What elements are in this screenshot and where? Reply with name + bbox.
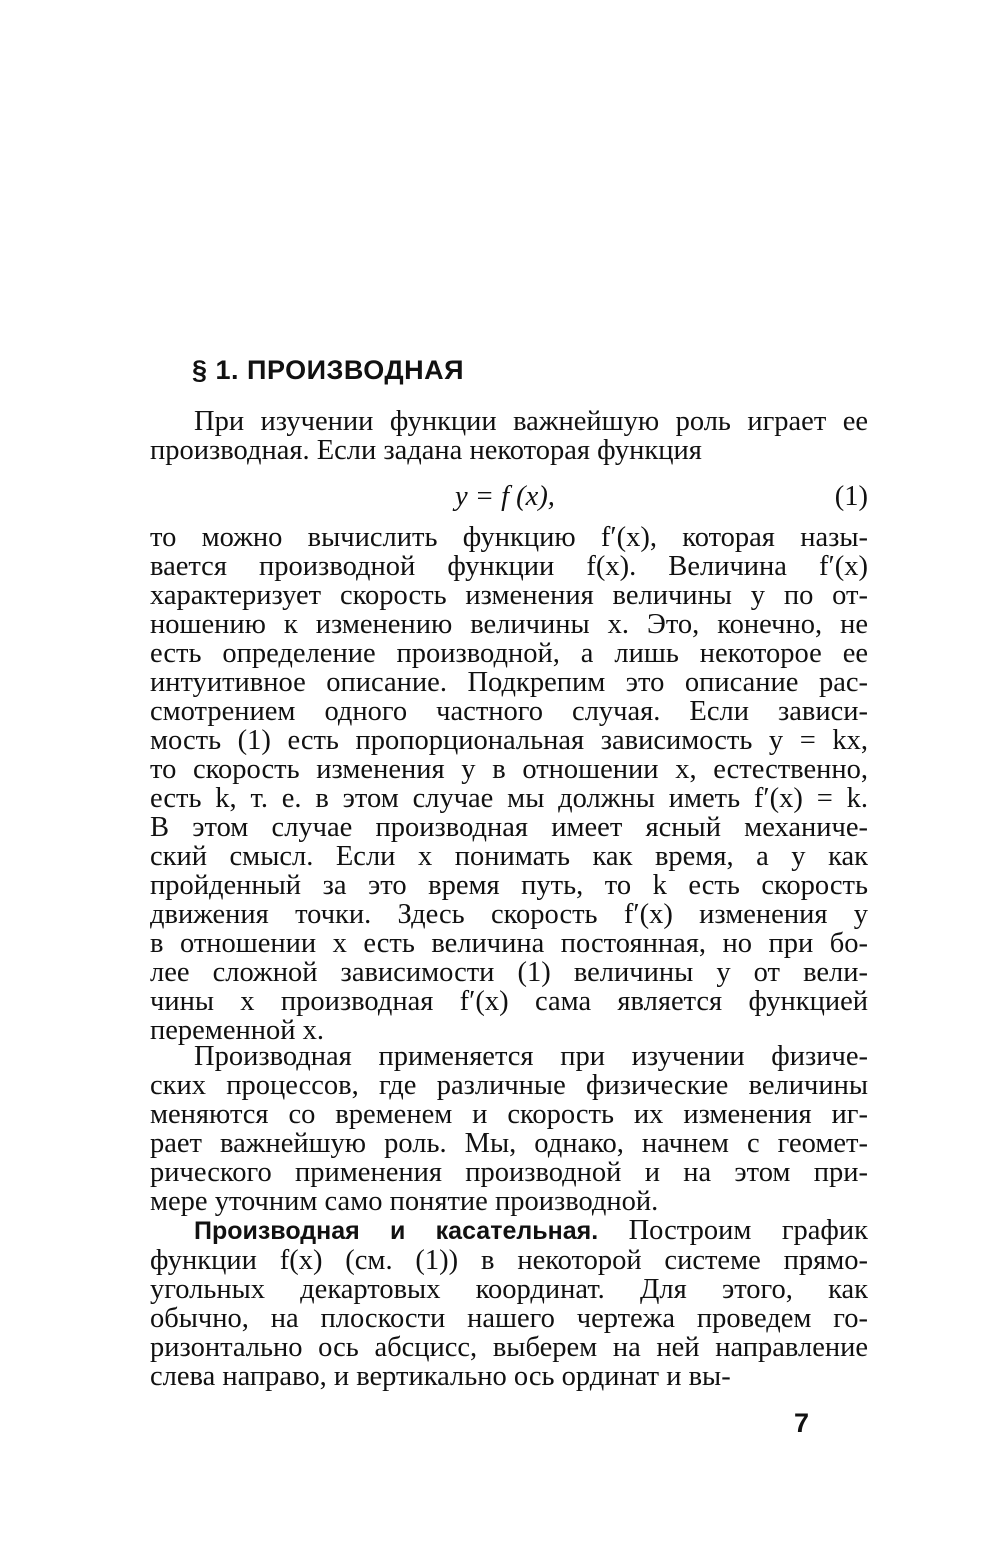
text-line: интуитивное описание. Подкрепим это описание рас- bbox=[150, 667, 868, 698]
text-line: вается производной функции f(x). Величина f′(x) bbox=[150, 551, 868, 582]
text-line: рического применения производной и на этом при- bbox=[150, 1157, 868, 1188]
text-line: движения точки. Здесь скорость f′(x) изменения y bbox=[150, 899, 868, 930]
text-line: лее сложной зависимости (1) величины y от вели- bbox=[150, 957, 868, 988]
text-line bbox=[150, 1216, 868, 1246]
text-line: меняются со временем и скорость их изменения иг- bbox=[150, 1099, 868, 1130]
equation-expression: y = f (x), bbox=[455, 481, 555, 512]
run-in-heading: Производная и касательная. bbox=[194, 1217, 599, 1245]
paragraph-derivative-and-tangent bbox=[150, 1216, 868, 1391]
text-line: чины x производная f′(x) сама является функцией bbox=[150, 986, 868, 1017]
text-line: мость (1) есть пропорциональная зависимость y = kx, bbox=[150, 725, 868, 756]
text-line: ризонтально ось абсцисс, выберем на ней направление bbox=[150, 1332, 868, 1363]
paragraph-derivative-definition bbox=[150, 523, 868, 1045]
text-line: функции f(x) (см. (1)) в некоторой системе прямо- bbox=[150, 1245, 868, 1276]
text-line: есть определение производной, а лишь некоторое ее bbox=[150, 638, 868, 669]
text-line: рает важнейшую роль. Мы, однако, начнем с геомет- bbox=[150, 1128, 868, 1159]
text-line: есть k, т. е. в этом случае мы должны иметь f′(x) = k. bbox=[150, 783, 868, 814]
page-number: 7 bbox=[794, 1408, 810, 1438]
text-line: пройденный за это время путь, то k есть скорость bbox=[150, 870, 868, 901]
text-line: то скорость изменения y в отношении x, естественно, bbox=[150, 754, 868, 785]
text-line: В этом случае производная имеет ясный механиче- bbox=[150, 812, 868, 843]
equation-number: (1) bbox=[834, 481, 868, 512]
paragraph-intro bbox=[150, 407, 868, 465]
text-line: ский смысл. Если x понимать как время, а y как bbox=[150, 841, 868, 872]
text-line: переменной x. bbox=[150, 1015, 324, 1046]
text-line: характеризует скорость изменения величины y по от- bbox=[150, 580, 868, 611]
text-line: слева направо, и вертикально ось ординат и вы- bbox=[150, 1361, 731, 1392]
text-line: смотрением одного частного случая. Если зависи- bbox=[150, 696, 868, 727]
paragraph-physical-applications bbox=[150, 1042, 868, 1216]
section-heading: § 1. ПРОИЗВОДНАЯ bbox=[192, 355, 465, 385]
text-line: обычно, на плоскости нашего чертежа проведем го- bbox=[150, 1303, 868, 1334]
text-line: угольных декартовых координат. Для этого, как bbox=[150, 1274, 868, 1305]
text-line: мере уточним само понятие производной. bbox=[150, 1186, 659, 1217]
text-line: Производная применяется при изучении физиче- bbox=[194, 1041, 868, 1072]
text-line: ношению к изменению величины x. Это, конечно, не bbox=[150, 609, 868, 640]
text-line: При изучении функции важнейшую роль играет ее bbox=[194, 406, 868, 437]
text-line: ских процессов, где различные физические величины bbox=[150, 1070, 868, 1101]
text-line: то можно вычислить функцию f′(x), которая назы- bbox=[150, 522, 868, 553]
equation-1 bbox=[150, 481, 868, 513]
text-fragment: Построим график bbox=[598, 1215, 868, 1246]
text-line: производная. Если задана некоторая функция bbox=[150, 435, 702, 466]
text-line: в отношении x есть величина постоянная, но при бо- bbox=[150, 928, 868, 959]
